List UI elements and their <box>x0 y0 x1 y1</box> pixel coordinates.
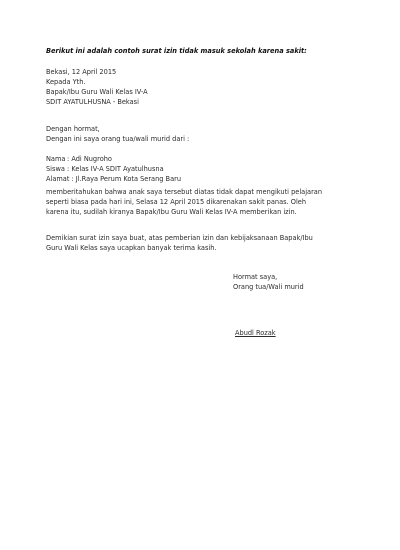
detail-address <box>46 175 181 183</box>
school-line: SDIT AYATULHUSNA - Bekasi <box>46 98 139 106</box>
document-title: Berikut ini adalah contoh surat izin tidak masuk sekolah karena sakit: <box>46 47 307 55</box>
signatory-name: Abudl Rozak <box>235 329 276 337</box>
detail-label: Alamat <box>46 175 70 183</box>
recipient-line: Bapak/Ibu Guru Wali Kelas IV-A <box>46 88 148 96</box>
closing-line: Demikian surat izin saya buat, atas pemberian izin dan kebijaksanaan Bapak/Ibu <box>46 234 313 242</box>
place-date: Bekasi, 12 April 2015 <box>46 68 117 76</box>
body-line: karena itu, sudilah kiranya Bapak/Ibu Guru Wali Kelas IV-A memberikan izin. <box>46 208 297 216</box>
detail-name <box>46 155 112 163</box>
detail-value: : Kelas IV-A SDIT Ayatulhusna <box>67 165 164 173</box>
detail-value: : Jl.Raya Perum Kota Serang Baru <box>71 175 182 183</box>
sign-role: Orang tua/Wali murid <box>233 283 304 291</box>
intro-line: Dengan ini saya orang tua/wali murid dari : <box>46 135 190 143</box>
body-line: memberitahukan bahwa anak saya tersebut diatas tidak dapat mengikuti pelajaran <box>46 188 323 196</box>
closing-line: Guru Wali Kelas saya ucapkan banyak terima kasih. <box>46 244 217 252</box>
greeting: Dengan hormat, <box>46 125 100 133</box>
detail-value: : Adi Nugroho <box>67 155 112 163</box>
sign-off: Hormat saya, <box>233 273 278 281</box>
addressee-line: Kepada Yth. <box>46 78 86 86</box>
detail-class <box>46 165 164 173</box>
detail-label: Siswa <box>46 165 65 173</box>
body-line: seperti biasa pada hari ini, Selasa 12 April 2015 dikarenakan sakit panas. Oleh <box>46 198 307 206</box>
detail-label: Nama <box>46 155 66 163</box>
